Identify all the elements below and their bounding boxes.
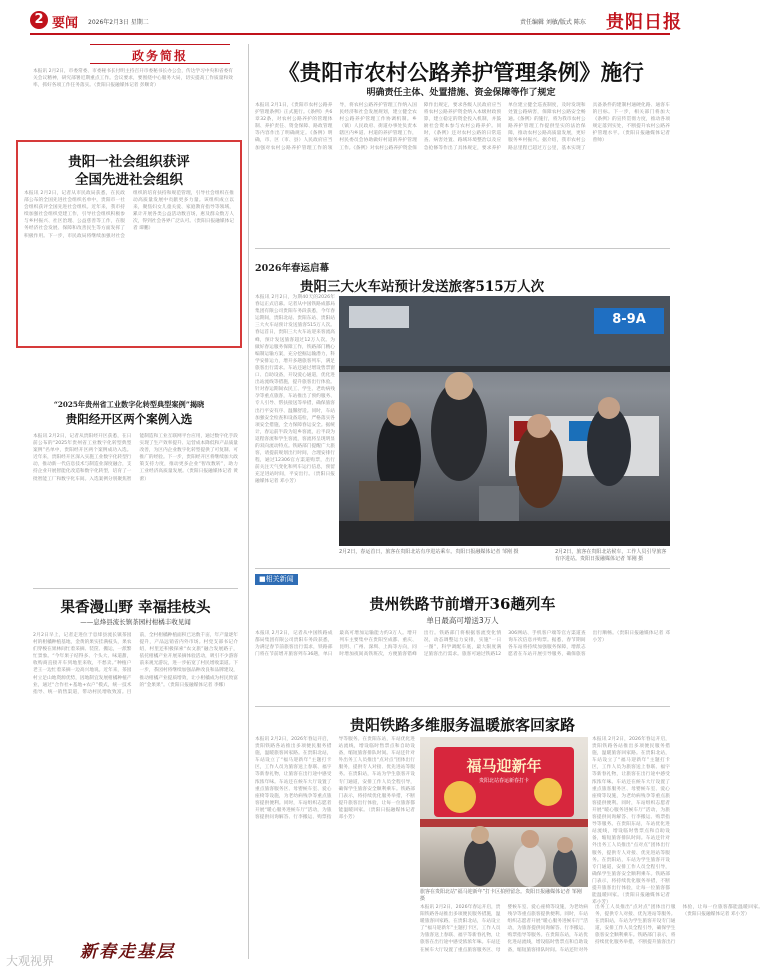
- fruit-subtitle: ——息烽县流长镇茶园村柑橘丰收见闻: [80, 618, 191, 626]
- editor-credits: 责任编辑 刘敏/版式 陈东: [520, 19, 586, 26]
- station-sign: 8-9A: [612, 312, 646, 327]
- spring-festival-banner: [80, 937, 230, 961]
- service-photo-caption: 旅客在贵阳北站“福马迎新年”打卡区拍照留念。贵阳日报融媒体记者 邹刚 摄: [420, 889, 582, 902]
- related-news-label: ■相关新闻: [255, 574, 298, 585]
- digital-text: 本报讯 2月2日，记者从贵阳经开区获悉，在日前公布的“2025年贵州省工业数字化转型典型案例”名单中，贵阳经开区两个案例成功入选。近年来，贵阳经开区深入实施工业数字化转型行动，推动新一代信息技术与制造业深度融合，支持企业开展智能化改造和数字化转型，培育了一批智能工厂和数字化车间。入选案例分别聚焦智能制造和工业互联网平台应用，通过数字化手段实现了生产效率提升、运营成本降低和产品质量改善，为区内企业数字化转型提供了可复制、可推广的经验。下一步，贵阳经开区将继续加大政策支持力度，推动更多企业“智改数转”，助力工业经济高质量发展。（贵阳日报融媒体记者 黄蕾）: [33, 434, 238, 482]
- railway-photo: [339, 296, 670, 546]
- railway-text: 本报讯 2月2日，为期40天的2026年春运正式启幕。记者从中国铁路成都局集团有限公司贵阳车务段获悉，今年春运期间，贵阳北站、贵阳东站、贵阳站三大火车站预计发送旅客515万人次。春运首日，贵阳三大火车站迎来客流高峰，预计发送旅客超过12万人次。为做好春运服务保障工作，铁路部门精心编制运输方案，充分挖掘运输潜力，科学安排运力，增开多趟旅客列车，满足旅客出行需求。车站还通过增设售票窗口、自助设备，开设爱心通道，优化进出站流线等措施，提升旅客出行体验。针对春运期间农民工、学生、老幼病残孕等重点旅客，车站推出了预约服务、专人引导、帮扶接送等举措，确保旅客出行平安有序、温馨舒适。同时，车站加强安全检查和设备巡检，严格落实各项安全措施，全力保障春运安全。据统计，春运前半段为返乡客流，后半段为返程客流和学生客流，客流将呈现明显的双向流动特点。铁路部门提醒广大旅客，请提前规划出行时间，合理安排行程，通过12306官方渠道购票，出行前关注天气变化和列车运行信息，预留充足进站时间，平安出行。（贵阳日报融媒体记者 邓小芳）: [255, 295, 335, 485]
- brief-text: 本报讯 2月2日，市委常委、市委秘书长付明主持召开市委秘书长办公会，传达学习中央和省委有关会议精神，研究部署近期重点工作。会议要求，要围绕中心服务大局，切实提高工作质量和效率，抓好各项工作任务落实。（贵阳日报融媒体记者 彭顺奇）: [33, 69, 233, 89]
- digital-title: 贵阳经开区两个案例入选: [65, 412, 193, 426]
- digital-kicker: “2025年贵州省工业数字化转型典型案例”揭晓: [53, 400, 205, 409]
- masthead-logo: 贵阳日报: [606, 12, 682, 33]
- left-divider: [33, 588, 238, 589]
- watermark: 大观视界: [6, 954, 55, 968]
- fruit-title: 果香漫山野 幸福挂枝头: [60, 599, 211, 616]
- trains-text: 本报讯 2月2日，记者从中国铁路成都局集团有限公司贵阳车务段获悉，为满足春节前旅客出行需求，铁路部门将在节前增开旅客列车36趟，单日最高可增加运输能力约3万人。增开列车主要集中在贵阳至成都、重庆、昆明、广州、深圳、上海等方向，同时增加夜间高铁班次，方便旅客错峰出行。铁路部门将根据客流变化情况，动态调整运力安排，实施“一日一图”，科学调配车底，最大限度满足旅客出行需求。旅客可通过铁路12306网站、手机客户端等官方渠道查询车次信息并购票。据悉，春节期间各车站将持续加强服务保障，增派志愿者在车站开展引导服务，确保旅客出行顺畅。（贵阳日报融媒体记者 邓小芳）: [255, 631, 670, 658]
- fruit-text: 2月2日早上，记者走进位于息烽县流长镇茶园村的柑橘种植基地，金黄的果实挂满枝头，果农们穿梭在果林间忙着采摘、装筐、搬运，一派繁忙景象。“今年果子结得多、个头大、味道甜，收购商直接开车到地里来收，不愁卖。”种植户老王一边忙着采摘一边高兴地说。近年来，茶园村立足山地资源优势，因地制宜发展柑橘种植产业，通过“合作社+基地+农户”模式，统一技术指导、统一销售渠道，带动村民增收致富。目前，全村柑橘种植面积已达数千亩，年产量逐年提升，产品远销省内外市场。村党支部书记介绍，村里还积极探索“农文旅”融合发展路子，依托柑橘产业开展采摘体验活动，吸引不少游客前来观光游玩，进一步拓宽了村民增收渠道。下一步，茶园村将继续加强品种改良和品牌建设，推动柑橘产业提质增效，让小柑橘成为村民致富的“金果果”。（贵阳日报融媒体记者 李娜）: [33, 633, 238, 695]
- railway-kicker: 2026年春运启幕: [255, 263, 329, 274]
- banner-text: 新春走基层: [80, 942, 175, 962]
- railway-photo-caption-right: 2月2日，旅客在贵阳北站候车，工作人员引导旅客有序进站。贵阳日报融媒体记者 邹刚 摄: [555, 549, 667, 562]
- main-text: 本报讯 2月1日，《贵阳市农村公路养护管理条例》正式施行。《条例》共6章32条，对农村公路养护的管理体制、养护责任、资金保障、路政管理等内容作出了明确规定。《条例》明确，市、区（市、县）人民政府应当加强对农村公路养护管理工作的领导，将农村公路养护管理工作纳入国民经济和社会发展规划，建立健全农村公路养护管理工作协调机制。乡（镇）人民政府、街道办事处负责本辖区内乡道、村道的养护管理工作，村民委员会协助做好村道的养护管理工作。《条例》对农村公路养护资金保障作出规定，要求各级人民政府应当将农村公路养护资金纳入本级财政预算，建立稳定的资金投入机制，并鼓励社会资本参与农村公路养护。同时，《条例》还对农村公路的日常巡查、病害处置、路域环境整治以及应急抢修等作出了具体规定，要求养护单位建立健全巡查制度，及时发现和处置公路病害，保障农村公路安全畅通。《条例》的施行，将为我市农村公路养护管理工作提供坚实的法治保障，推动农村公路高质量发展，更好服务乡村振兴。据介绍，我市农村公路总里程已超过万公里，基本实现了具备条件的建制村通硬化路、通客车的目标。下一步，相关部门将加大《条例》的宣传贯彻力度，推动各项规定落到实处，不断提升农村公路养护管理水平。（贵阳日报融媒体记者 曾帅）: [255, 103, 670, 151]
- railway-divider: [255, 568, 670, 569]
- trains-title: 贵州铁路节前增开36趟列车: [369, 595, 556, 613]
- service-banner-text: 福马迎新年: [466, 757, 542, 775]
- service-text-bottom: 本报讯 2月2日，2026年春运开启，贵阳铁路各站推出多项便民服务措施，温暖旅客回家路。在贵阳北站，车站设立了“福马迎新年”主题打卡区，工作人员为旅客送上春联、福字等新春礼物，让旅客在出行途中感受浓浓年味。车站还在候车大厅设置了重点旅客服务区、母婴候车室、爱心座椅等设施，为老幼病残孕等重点旅客提供便利。同时，车站组织志愿者开展“暖心服务进候车厅”活动，为旅客提供问询解答、行李搬运、购票指导等服务。在贵阳东站，车站优化进站流线，增设临时售票点和自助设备，缩短旅客排队时间。车站还针对外出务工人员推出“点对点”团体出行服务，提供专人对接、优先进站等服务。在贵阳站，车站为学生旅客开设专门通道，安排工作人员全程引导，确保学生旅客安全顺利乘车。铁路部门表示，将持续优化服务举措，不断提升旅客出行体验，让每一位旅客都能温暖回家。（贵阳日报融媒体记者 邓小芳）: [420, 905, 763, 953]
- service-text-left: 本报讯 2月2日，2026年春运开启，贵阳铁路各站推出多项便民服务措施，温暖旅客回家路。在贵阳北站，车站设立了“福马迎新年”主题打卡区，工作人员为旅客送上春联、福字等新春礼物，让旅客在出行途中感受浓浓年味。车站还在候车大厅设置了重点旅客服务区、母婴候车室、爱心座椅等设施，为老幼病残孕等重点旅客提供便利。同时，车站组织志愿者开展“暖心服务进候车厅”活动，为旅客提供问询解答、行李搬运、购票指导等服务。在贵阳东站，车站优化进站流线，增设临时售票点和自助设备，缩短旅客排队时间。车站还针对外出务工人员推出“点对点”团体出行服务，提供专人对接、优先进站等服务。在贵阳站，车站为学生旅客开设专门通道，安排工作人员全程引导，确保学生旅客安全顺利乘车。铁路部门表示，将持续优化服务举措，不断提升旅客出行体验，让每一位旅客都能温暖回家。（贵阳日报融媒体记者 邓小芳）: [255, 737, 415, 821]
- page-header: [0, 8, 700, 36]
- trains-divider: [255, 706, 670, 707]
- column-divider: [248, 44, 249, 959]
- main-subheadline: 明确责任主体、处置措施、资金保障等作了规定: [366, 88, 556, 98]
- service-banner-sub: 贵阳北站春运新春打卡: [478, 778, 529, 784]
- featured-article-box: [16, 140, 242, 348]
- railway-photo-caption-left: 2月2日，春运首日，旅客在贵阳北站有序进站乘车。贵阳日报融媒体记者 邹刚 摄: [339, 549, 519, 555]
- brief-title: 政务简报: [131, 49, 188, 63]
- page-number-badge: 2: [30, 11, 48, 29]
- issue-date: 2026年2月3日 星期二: [88, 19, 149, 26]
- featured-title-line2: 全国先进社会组织: [75, 172, 183, 188]
- featured-text: 本报讯 2月2日，记者从市民政局获悉，在民政部公布的全国先进社会组织名单中，贵阳市一社会组织获评全国先进社会组织。近年来，我市持续加强社会组织党建工作，引导社会组织积极参与乡村振兴、社区治理、公益慈善等工作，在服务经济社会发展、保障和改善民生等方面发挥了积极作用。下一步，市民政局将继续加强对社会组织的培育扶持和规范管理，引导社会组织在推动高质量发展中贡献更多力量。该组织成立以来，聚焦妇女儿童关爱、家庭教育指导等领域，累计开展各类公益活动数百场，惠及群众数万人次，得到社会各界广泛认可。（贵阳日报融媒体记者 谭鹏）: [24, 191, 234, 239]
- header-rule: [30, 33, 670, 35]
- main-headline: 《贵阳市农村公路养护管理条例》施行: [278, 61, 644, 86]
- main-divider: [255, 248, 670, 249]
- service-photo: [420, 737, 588, 887]
- railway-title: 贵阳三大火车站预计发送旅客515万人次: [300, 279, 545, 295]
- service-text-right: 本报讯 2月2日，2026年春运开启，贵阳铁路各站推出多项便民服务措施，温暖旅客回家路。在贵阳北站，车站设立了“福马迎新年”主题打卡区，工作人员为旅客送上春联、福字等新春礼物，让旅客在出行途中感受浓浓年味。车站还在候车大厅设置了重点旅客服务区、母婴候车室、爱心座椅等设施，为老幼病残孕等重点旅客提供便利。同时，车站组织志愿者开展“暖心服务进候车厅”活动，为旅客提供问询解答、行李搬运、购票指导等服务。在贵阳东站，车站优化进站流线，增设临时售票点和自助设备，缩短旅客排队时间。车站还针对外出务工人员推出“点对点”团体出行服务，提供专人对接、优先进站等服务。在贵阳站，车站为学生旅客开设专门通道，安排工作人员全程引导，确保学生旅客安全顺利乘车。铁路部门表示，将持续优化服务举措，不断提升旅客出行体验，让每一位旅客都能温暖回家。（贵阳日报融媒体记者 邓小芳）: [592, 737, 670, 906]
- service-title: 贵阳铁路多维服务温暖旅客回家路: [349, 716, 575, 734]
- featured-title-line1: 贵阳一社会组织获评: [68, 154, 190, 170]
- brief-title-box: [90, 44, 230, 64]
- section-name: 要闻: [52, 16, 79, 31]
- railway-photo-scene: [339, 296, 670, 546]
- trains-subtitle: 单日最高可增送3万人: [426, 616, 499, 625]
